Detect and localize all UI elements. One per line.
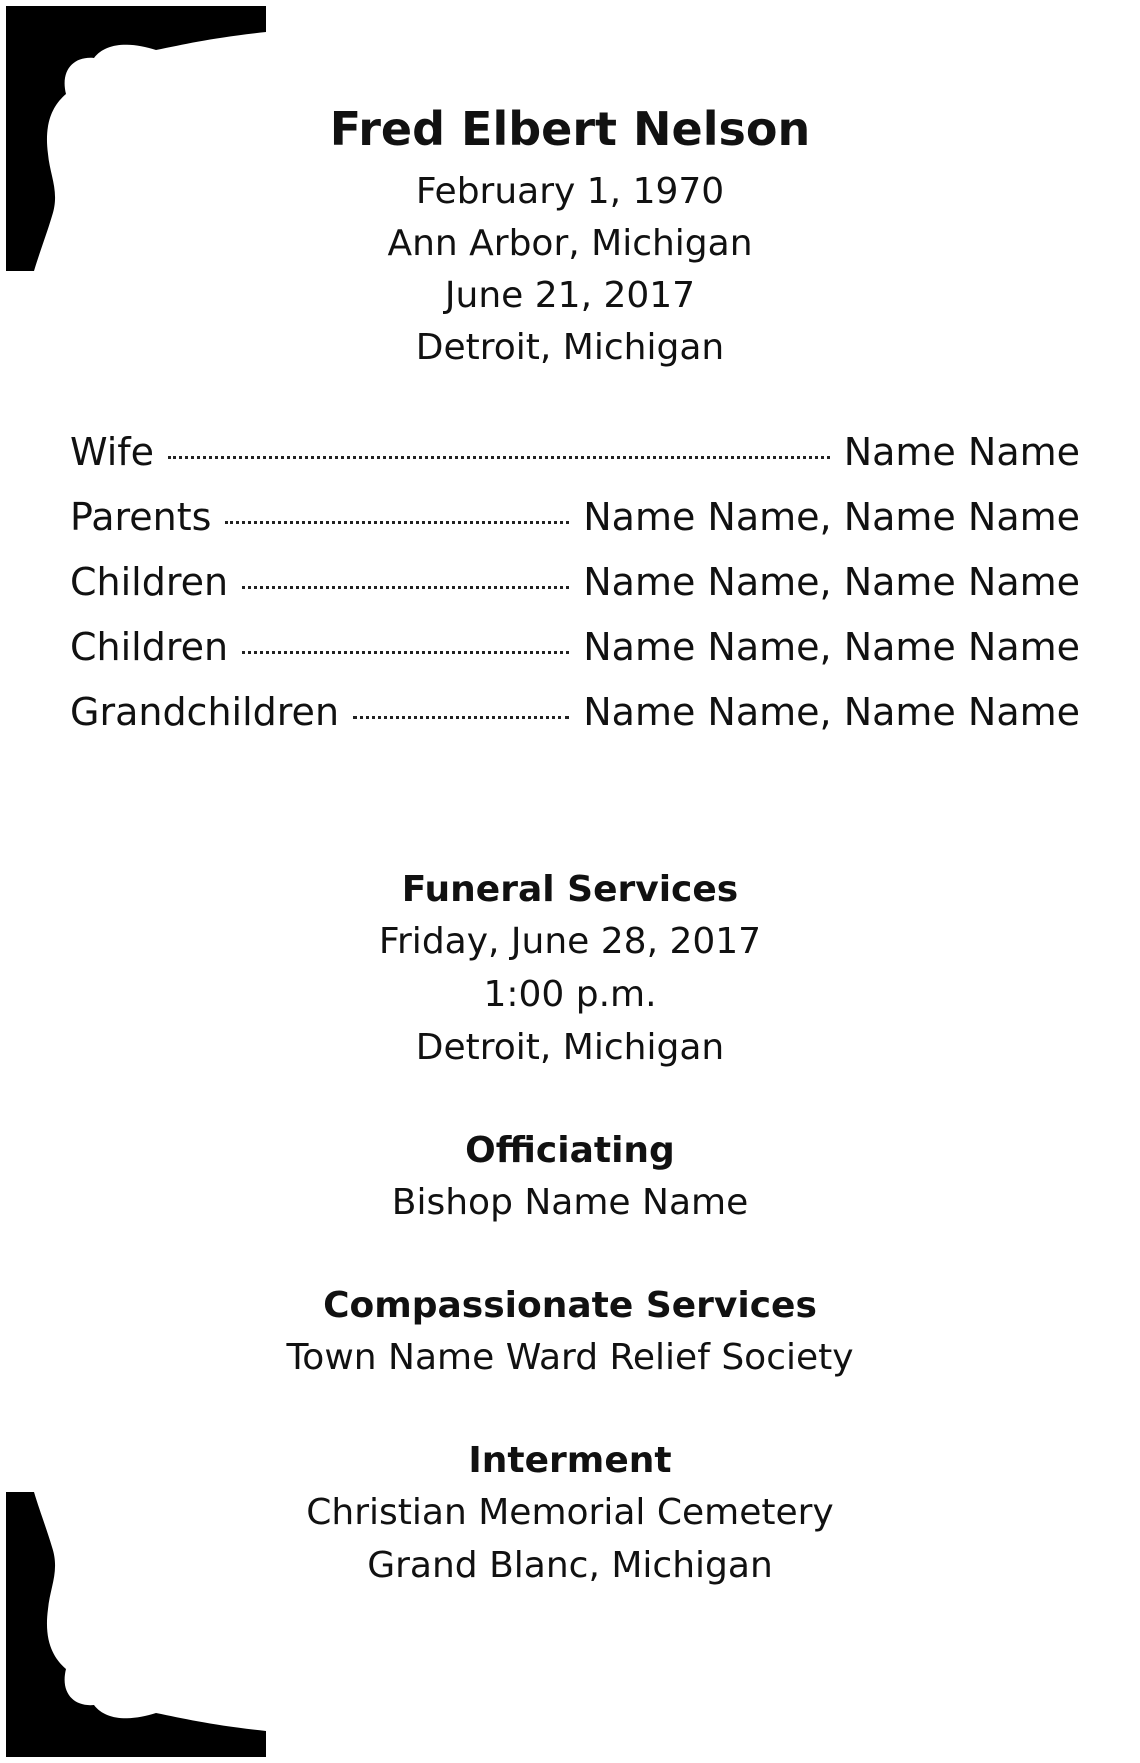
family-row-parents [70,495,1080,560]
family-label: Children [70,625,229,669]
interment-title: Interment [468,1440,672,1481]
officiating-title: Officiating [465,1130,675,1171]
decedent-header [0,98,1140,374]
family-row-children-2 [70,625,1080,690]
death-date: June 21, 2017 [444,275,696,316]
officiating-section [0,1126,1140,1229]
birth-place: Ann Arbor, Michigan [387,223,753,264]
interment-section [0,1436,1140,1592]
services-block [0,865,1140,1644]
decedent-name: Fred Elbert Nelson [329,102,811,156]
funeral-date: Friday, June 28, 2017 [378,921,762,962]
dot-leader [353,716,569,719]
compassionate-title: Compassionate Services [323,1285,817,1326]
family-label: Parents [70,495,212,539]
funeral-place: Detroit, Michigan [415,1027,725,1068]
dot-leader [225,521,569,524]
birth-date: February 1, 1970 [415,171,725,212]
family-list [70,430,1080,755]
compassionate-name: Town Name Ward Relief Society [286,1337,854,1378]
funeral-section [0,865,1140,1074]
family-value: Name Name, Name Name [583,495,1080,539]
family-value: Name Name, Name Name [583,560,1080,604]
family-value: Name Name, Name Name [583,690,1080,734]
family-label: Wife [70,430,155,474]
dot-leader [242,651,569,654]
family-row-children [70,560,1080,625]
funeral-title: Funeral Services [401,869,739,910]
death-place: Detroit, Michigan [415,327,725,368]
family-label: Children [70,560,229,604]
family-row-wife [70,430,1080,495]
officiating-name: Bishop Name Name [391,1182,749,1223]
dot-leader [242,586,569,589]
interment-place: Grand Blanc, Michigan [367,1545,773,1586]
compassionate-section [0,1281,1140,1384]
family-value: Name Name [843,430,1080,474]
family-row-grandchildren [70,690,1080,755]
interment-cemetery: Christian Memorial Cemetery [306,1492,834,1533]
funeral-time: 1:00 p.m. [483,974,657,1015]
family-value: Name Name, Name Name [583,625,1080,669]
family-label: Grandchildren [70,690,340,734]
dot-leader [168,456,830,459]
